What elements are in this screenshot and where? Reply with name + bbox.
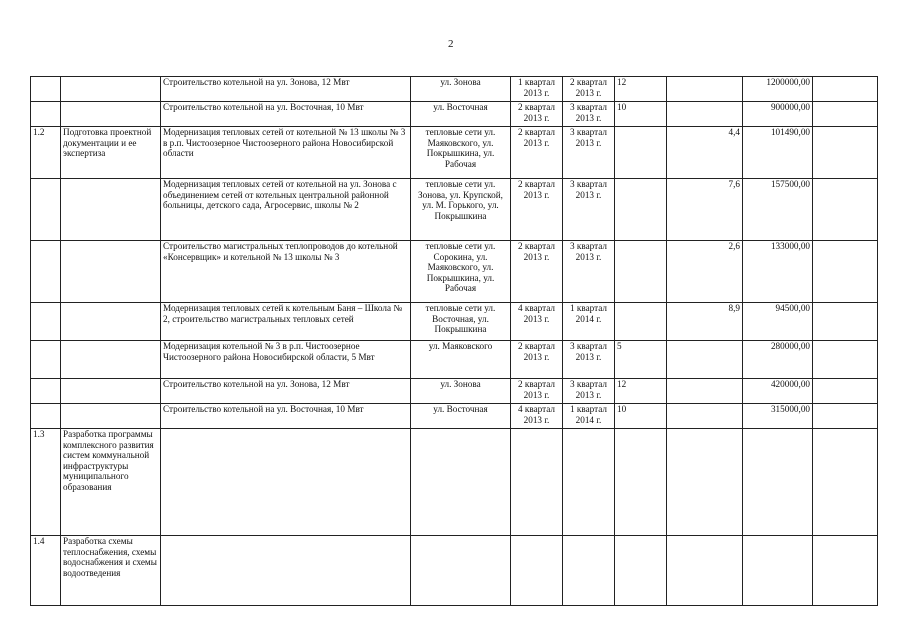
- address-cell: [411, 536, 511, 606]
- end-period-cell: 3 квартал 2013 г.: [563, 179, 615, 241]
- address-cell: [411, 429, 511, 536]
- address-cell: ул. Маяковского: [411, 341, 511, 379]
- extra-cell-cell: [813, 179, 878, 241]
- extra-cell-cell: [813, 77, 878, 102]
- end-period-cell: 1 квартал 2014 г.: [563, 303, 615, 341]
- capacity-mw-cell: 10: [615, 102, 667, 127]
- address-cell: тепловые сети ул. Зонова, ул. Крупской, ул. М. Горького, ул. Покрышкина: [411, 179, 511, 241]
- cost-cell: 420000,00: [743, 379, 813, 404]
- measures-table: [30, 76, 878, 606]
- measure-name-cell: Строительство котельной на ул. Зонова, 12 Мвт: [161, 77, 411, 102]
- cost-cell: 1200000,00: [743, 77, 813, 102]
- start-period-cell: 4 квартал 2013 г.: [511, 303, 563, 341]
- capacity-mw-cell: [615, 536, 667, 606]
- row-number-cell: 1.4: [31, 536, 61, 606]
- capacity-mw-cell: [615, 179, 667, 241]
- measure-name-cell: Строительство котельной на ул. Восточная, 10 Мвт: [161, 404, 411, 429]
- end-period-cell: [563, 536, 615, 606]
- length-km-cell: [667, 429, 743, 536]
- start-period-cell: [511, 429, 563, 536]
- length-km-cell: [667, 404, 743, 429]
- row-number-cell: [31, 241, 61, 303]
- measure-name-cell: Строительство магистральных теплопроводов до котельной «Консервщик» и котельной № 13 школы № 3: [161, 241, 411, 303]
- activity-name-cell: [61, 77, 161, 102]
- capacity-mw-cell: 12: [615, 379, 667, 404]
- end-period-cell: 3 квартал 2013 г.: [563, 379, 615, 404]
- extra-cell-cell: [813, 404, 878, 429]
- length-km-cell: [667, 77, 743, 102]
- table-row: [31, 303, 878, 341]
- table-row: [31, 536, 878, 606]
- cost-cell: [743, 429, 813, 536]
- length-km-cell: 7,6: [667, 179, 743, 241]
- address-cell: ул. Восточная: [411, 404, 511, 429]
- measure-name-cell: Модернизация тепловых сетей от котельной на ул. Зонова с объединением сетей от котельных центральной районной больницы, детского сада, Агросервис, школы № 2: [161, 179, 411, 241]
- table-row: [31, 102, 878, 127]
- extra-cell-cell: [813, 429, 878, 536]
- length-km-cell: [667, 102, 743, 127]
- measure-name-cell: [161, 536, 411, 606]
- start-period-cell: 2 квартал 2013 г.: [511, 341, 563, 379]
- address-cell: ул. Зонова: [411, 77, 511, 102]
- length-km-cell: 4,4: [667, 127, 743, 179]
- capacity-mw-cell: 12: [615, 77, 667, 102]
- row-number-cell: 1.2: [31, 127, 61, 179]
- extra-cell-cell: [813, 102, 878, 127]
- table-row: [31, 429, 878, 536]
- measure-name-cell: Модернизация котельной № 3 в р.п. Чистоозерное Чистоозерного района Новосибирской области, 5 Мвт: [161, 341, 411, 379]
- activity-name-cell: [61, 179, 161, 241]
- end-period-cell: 2 квартал 2013 г.: [563, 77, 615, 102]
- capacity-mw-cell: 10: [615, 404, 667, 429]
- start-period-cell: 2 квартал 2013 г.: [511, 241, 563, 303]
- activity-name-cell: Разработка программы комплексного развития систем коммунальной инфраструктуры муниципального образования: [61, 429, 161, 536]
- start-period-cell: [511, 536, 563, 606]
- table-row: [31, 127, 878, 179]
- activity-name-cell: Подготовка проектной документации и ее экспертиза: [61, 127, 161, 179]
- measure-name-cell: Модернизация тепловых сетей к котельным Баня – Школа № 2, строительство магистральных тепловых сетей: [161, 303, 411, 341]
- cost-cell: 157500,00: [743, 179, 813, 241]
- row-number-cell: [31, 303, 61, 341]
- extra-cell-cell: [813, 341, 878, 379]
- table-row: [31, 404, 878, 429]
- extra-cell-cell: [813, 127, 878, 179]
- extra-cell-cell: [813, 536, 878, 606]
- address-cell: тепловые сети ул. Сорокина, ул. Маяковского, ул. Покрышкина, ул. Рабочая: [411, 241, 511, 303]
- row-number-cell: [31, 77, 61, 102]
- length-km-cell: [667, 536, 743, 606]
- end-period-cell: 3 квартал 2013 г.: [563, 102, 615, 127]
- measure-name-cell: Строительство котельной на ул. Зонова, 12 Мвт: [161, 379, 411, 404]
- start-period-cell: 2 квартал 2013 г.: [511, 102, 563, 127]
- cost-cell: 315000,00: [743, 404, 813, 429]
- activity-name-cell: [61, 404, 161, 429]
- activity-name-cell: [61, 102, 161, 127]
- measure-name-cell: Строительство котельной на ул. Восточная, 10 Мвт: [161, 102, 411, 127]
- end-period-cell: 3 квартал 2013 г.: [563, 341, 615, 379]
- length-km-cell: [667, 379, 743, 404]
- row-number-cell: [31, 102, 61, 127]
- row-number-cell: [31, 341, 61, 379]
- extra-cell-cell: [813, 241, 878, 303]
- row-number-cell: 1.3: [31, 429, 61, 536]
- address-cell: тепловые сети ул. Маяковского, ул. Покрышкина, ул. Рабочая: [411, 127, 511, 179]
- end-period-cell: [563, 429, 615, 536]
- cost-cell: 101490,00: [743, 127, 813, 179]
- length-km-cell: [667, 341, 743, 379]
- cost-cell: 94500,00: [743, 303, 813, 341]
- capacity-mw-cell: [615, 429, 667, 536]
- activity-name-cell: [61, 303, 161, 341]
- cost-cell: 133000,00: [743, 241, 813, 303]
- activity-name-cell: [61, 241, 161, 303]
- start-period-cell: 2 квартал 2013 г.: [511, 127, 563, 179]
- cost-cell: 280000,00: [743, 341, 813, 379]
- activity-name-cell: [61, 379, 161, 404]
- row-number-cell: [31, 379, 61, 404]
- end-period-cell: 1 квартал 2014 г.: [563, 404, 615, 429]
- address-cell: ул. Зонова: [411, 379, 511, 404]
- start-period-cell: 2 квартал 2013 г.: [511, 179, 563, 241]
- address-cell: тепловые сети ул. Восточная, ул. Покрышкина: [411, 303, 511, 341]
- capacity-mw-cell: 5: [615, 341, 667, 379]
- capacity-mw-cell: [615, 303, 667, 341]
- table-row: [31, 341, 878, 379]
- capacity-mw-cell: [615, 127, 667, 179]
- table-row: [31, 379, 878, 404]
- table-row: [31, 179, 878, 241]
- cost-cell: 900000,00: [743, 102, 813, 127]
- start-period-cell: 4 квартал 2013 г.: [511, 404, 563, 429]
- cost-cell: [743, 536, 813, 606]
- page-number: 2: [448, 38, 454, 50]
- start-period-cell: 2 квартал 2013 г.: [511, 379, 563, 404]
- end-period-cell: 3 квартал 2013 г.: [563, 241, 615, 303]
- capacity-mw-cell: [615, 241, 667, 303]
- row-number-cell: [31, 179, 61, 241]
- table-row: [31, 241, 878, 303]
- length-km-cell: 2,6: [667, 241, 743, 303]
- measure-name-cell: Модернизация тепловых сетей от котельной № 13 школы № 3 в р.п. Чистоозерное Чистоозерного района Новосибирской области: [161, 127, 411, 179]
- activity-name-cell: [61, 341, 161, 379]
- end-period-cell: 3 квартал 2013 г.: [563, 127, 615, 179]
- start-period-cell: 1 квартал 2013 г.: [511, 77, 563, 102]
- table-row: [31, 77, 878, 102]
- activity-name-cell: Разработка схемы теплоснабжения, схемы водоснабжения и схемы водоотведения: [61, 536, 161, 606]
- address-cell: ул. Восточная: [411, 102, 511, 127]
- extra-cell-cell: [813, 303, 878, 341]
- extra-cell-cell: [813, 379, 878, 404]
- length-km-cell: 8,9: [667, 303, 743, 341]
- row-number-cell: [31, 404, 61, 429]
- measure-name-cell: [161, 429, 411, 536]
